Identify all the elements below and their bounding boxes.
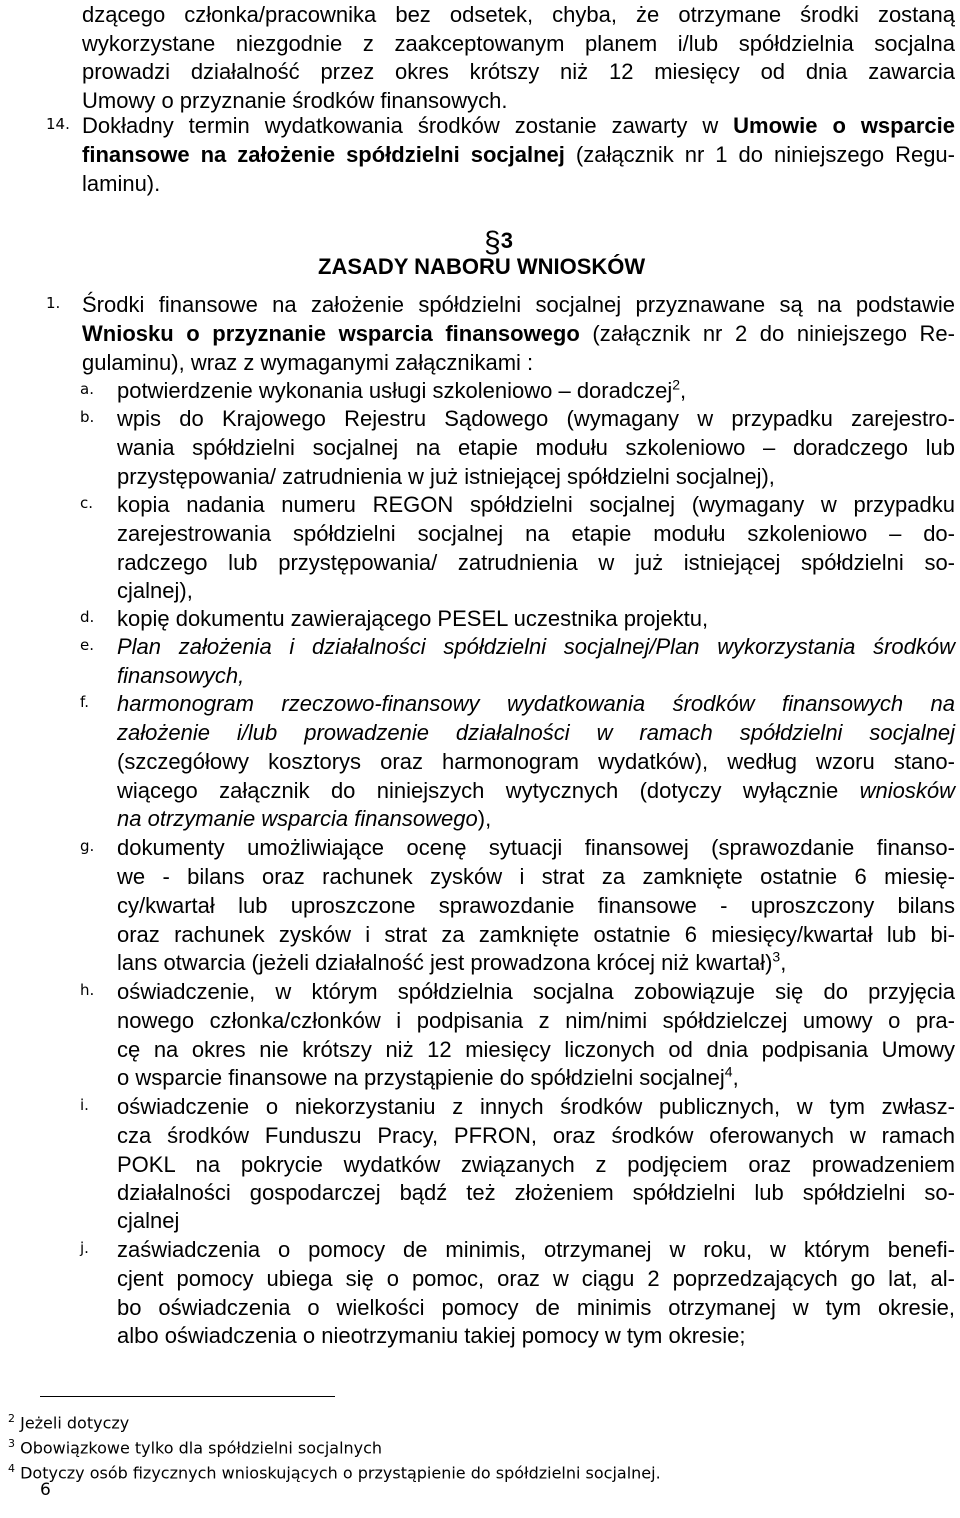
item-h-line-2: nowego członka/członków i podpisania z nim/nimi spółdzielczej umowy o pra- (117, 1008, 955, 1033)
item-i-label: i. (80, 1096, 89, 1114)
item-g-line-4: oraz rachunek zysków i strat za zamknięte ostatnie 6 miesięcy/kwartał lub bi- (117, 922, 955, 947)
item-g-line-3: cy/kwartał lub uproszczone sprawozdanie finansowe - uproszczony bilans (117, 893, 955, 918)
footnote-ref-2: 2 (672, 376, 681, 393)
item-f-line-4-italic: wniosków (859, 778, 955, 803)
item-f-line-5-tail: ), (477, 806, 492, 831)
item-i-line-2: cza środków Funduszu Pracy, PFRON, oraz środków oferowanych w ramach (117, 1123, 955, 1148)
footnote-4 (8, 1458, 661, 1484)
item-h-line-1: oświadczenie, w którym spółdzielnia socjalna zobowiązuje się do przyjęcia (117, 979, 955, 1004)
item-e-line-1: Plan założenia i działalności spółdzielni socjalnej/Plan wykorzystania środków (117, 634, 955, 659)
item-a-text (117, 376, 686, 405)
item-j-label: j. (80, 1239, 89, 1257)
item-a-label: a. (80, 380, 94, 398)
point-1-bold: Wniosku o przyznanie wsparcia finansowego (82, 321, 580, 346)
intro-line-1: dzącego członka/pracownika bez odsetek, chyba, że otrzymane środki zostaną (82, 2, 955, 27)
item-j-line-2: cjent pomocy ubiega się o pomoc, oraz w ciągu 2 poprzedzających go lat, al- (117, 1266, 955, 1291)
item-b-line-3: przystępowania/ zatrudnienia w już istniejącej spółdzielni socjalnej), (117, 464, 775, 489)
item-i-line-4: działalności gospodarczej bądź też złożeniem spółdzielni lub spółdzielni so- (117, 1180, 955, 1205)
item-j-line-3: bo oświadczenia o wielkości pomocy de minimis otrzymanej w tym okresie, (117, 1295, 955, 1320)
footnote-2 (8, 1408, 129, 1434)
footnote-3 (8, 1433, 382, 1459)
item-g-last-text: lans otwarcia (jeżeli działalność jest prowadzona krócej niż kwartał) (117, 950, 773, 975)
point-1-line-1: Środki finansowe na założenie spółdzielni socjalnej przyznawane są na podstawie (82, 292, 955, 317)
page-number: 6 (40, 1480, 51, 1500)
footnote-text: Jeżeli dotyczy (20, 1413, 130, 1433)
point-14-line-1 (82, 111, 955, 140)
item-h-line-3: cę na okres nie krótszy niż 12 miesięcy liczonych od dnia podpisania Umowy (117, 1037, 955, 1062)
footnote-separator (40, 1396, 335, 1397)
point-14-number: 14. (46, 115, 70, 133)
point-1-line-2 (82, 319, 955, 348)
item-f-line-2: założenie i/lub prowadzenie działalności w ramach spółdzielni socjalnej (117, 720, 955, 745)
footnote-mark: 3 (8, 1437, 15, 1450)
item-e-line-2: finansowych, (117, 663, 245, 688)
item-i-line-3: POKL na pokrycie wydatków związanych z podjęciem oraz prowadzeniem (117, 1152, 955, 1177)
footnote-text: Obowiązkowe tylko dla spółdzielni socjalnych (20, 1438, 383, 1458)
item-b-line-2: wania spółdzielni socjalnej na etapie modułu szkoleniowo – doradczego lub (117, 435, 955, 460)
item-d-label: d. (80, 608, 95, 626)
intro-line-4: Umowy o przyznanie środków finansowych. (82, 88, 508, 113)
footnote-ref-4: 4 (724, 1063, 733, 1080)
item-a-tail: , (680, 378, 687, 403)
item-b-line-1: wpis do Krajowego Rejestru Sądowego (wymagany w przypadku zarejestro- (117, 406, 955, 431)
item-g-line-2: we - bilans oraz rachunek zysków i strat za zamknięte ostatnie 6 miesię- (117, 864, 955, 889)
section-title: ZASADY NABORU WNIOSKÓW (318, 254, 646, 279)
footnote-ref-3: 3 (772, 948, 781, 965)
item-i-line-5: cjalnej (117, 1208, 180, 1233)
intro-line-2: wykorzystane niezgodnie z zaakceptowanym planem i/lub spółdzielnia socjalna (82, 31, 955, 56)
item-g-label: g. (80, 837, 95, 855)
point-1-text-2: (załącznik nr 2 do niniejszego Re- (579, 321, 955, 346)
item-b-label: b. (80, 408, 95, 426)
footnote-mark: 4 (8, 1462, 15, 1475)
footnote-mark: 2 (8, 1412, 15, 1425)
point-14-line-2 (82, 140, 955, 169)
item-c-line-3: radczego lub przystępowania/ zatrudnienia w już istniejącej spółdzielni so- (117, 550, 955, 575)
item-c-line-1: kopia nadania numeru REGON spółdzielni socjalnej (wymagany w przypadku (117, 492, 955, 517)
item-c-label: c. (80, 494, 94, 512)
section-number-text: 3 (500, 228, 513, 253)
item-f-line-1: harmonogram rzeczowo-finansowy wydatkowania środków finansowych na (117, 691, 955, 716)
item-i-line-1: oświadczenie o niekorzystaniu z innych środków publicznych, w tym zwłasz- (117, 1094, 955, 1119)
item-d-text: kopię dokumentu zawierającego PESEL uczestnika projektu, (117, 606, 709, 631)
point-1-number: 1. (46, 294, 61, 312)
item-f-line-5 (117, 804, 491, 833)
item-h-label: h. (80, 981, 95, 999)
point-14-line-3: laminu). (82, 171, 161, 196)
item-h-last-text: o wsparcie finansowe na przystąpienie do spółdzielni socjalnej (117, 1065, 725, 1090)
item-j-line-1: zaświadczenia o pomocy de minimis, otrzymanej w roku, w którym benefi- (117, 1237, 955, 1262)
item-j-line-4: albo oświadczenia o nieotrzymaniu takiej pomocy w tym okresie; (117, 1323, 746, 1348)
intro-line-3: prowadzi działalność przez okres krótszy niż 12 miesięcy od dnia zawarcia (82, 59, 955, 84)
footnote-text: Dotyczy osób fizycznych wnioskujących o przystąpienie do spółdzielni socjalnej. (20, 1463, 661, 1483)
item-a-body: potwierdzenie wykonania usługi szkoleniowo – doradczej (117, 378, 673, 403)
item-c-line-2: zarejestrowania spółdzielni socjalnej na etapie modułu szkoleniowo – do- (117, 521, 955, 546)
point-14-bold: Umowie o wsparcie (733, 113, 955, 138)
item-e-label: e. (80, 636, 94, 654)
point-14-bold-2: finansowe na założenie spółdzielni socjalnej (82, 142, 565, 167)
item-g-line-1: dokumenty umożliwiające ocenę sytuacji finansowej (sprawozdanie finanso- (117, 835, 955, 860)
item-f-label: f. (80, 693, 89, 711)
section-symbol: § (484, 226, 501, 259)
item-h-line-4 (117, 1063, 739, 1092)
item-g-line-5 (117, 948, 786, 977)
item-f-line-4 (117, 776, 955, 805)
item-g-tail: , (780, 950, 787, 975)
item-f-line-5-italic: na otrzymanie wsparcia finansowego (117, 806, 478, 831)
item-c-line-4: cjalnej), (117, 578, 193, 603)
point-14-text-2: (załącznik nr 1 do niniejszego Regu- (564, 142, 955, 167)
point-1-line-3: gulaminu), wraz z wymaganymi załącznikami : (82, 350, 534, 375)
point-14-text: Dokładny termin wydatkowania środków zostanie zawarty w (82, 113, 734, 138)
item-f-line-4-text: wiącego załącznik do niniejszych wytycznych (dotyczy wyłącznie (117, 778, 860, 803)
item-f-line-3: (szczegółowy kosztorys oraz harmonogram wydatków), według wzoru stano- (117, 749, 955, 774)
item-h-tail: , (732, 1065, 739, 1090)
